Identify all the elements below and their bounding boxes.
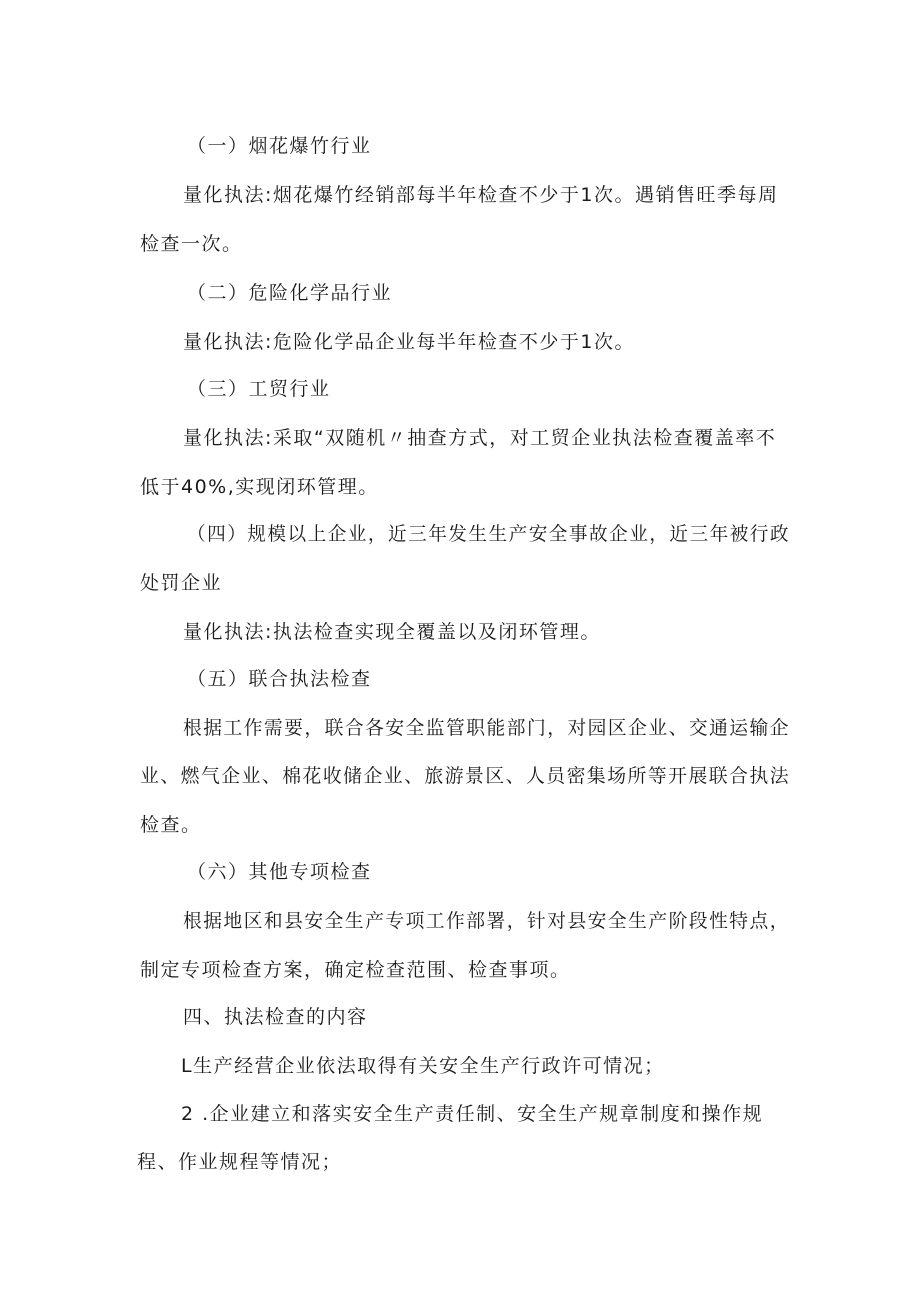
section-heading-fireworks: （一）烟花爆竹行业 [187, 135, 372, 157]
paragraph-line: 量化执法:烟花爆竹经销部每半年检查不少于1次。遇销售旺季每周 [183, 184, 779, 206]
section-heading-large-enterprises: （四）规模以上企业，近三年发生生产安全事故企业，近三年被行政 [187, 523, 791, 545]
paragraph-line: 根据地区和县安全生产专项工作部署，针对县安全生产阶段性特点， [183, 910, 791, 932]
paragraph-line: 低于40%,实现闭环管理。 [140, 476, 379, 498]
paragraph-line: 量化执法:危险化学品企业每半年检查不少于1次。 [183, 331, 635, 353]
section-heading-hazardous-chemicals: （二）危险化学品行业 [187, 282, 393, 304]
list-item-1: L生产经营企业依法取得有关安全生产行政许可情况； [181, 1055, 665, 1077]
section-heading-inspection-content: 四、执法检查的内容 [183, 1006, 368, 1028]
paragraph-line: 量化执法:采取“双随机〃抽查方式，对工贸企业执法检查覆盖率不 [183, 427, 777, 449]
section-heading-special-inspection: （六）其他专项检查 [187, 861, 372, 883]
section-heading-joint-enforcement: （五）联合执法检查 [187, 668, 372, 690]
paragraph-line: 量化执法:执法检查实现全覆盖以及闭环管理。 [183, 621, 601, 643]
list-item-2: 2 .企业建立和落实安全生产责任制、安全生产规章制度和操作规 [181, 1103, 764, 1125]
paragraph-line: 根据工作需要，联合各安全监管职能部门，对园区企业、交通运输企 [183, 717, 791, 739]
paragraph-line: 检查一次。 [140, 233, 243, 255]
section-heading-industry-trade: （三）工贸行业 [187, 378, 331, 400]
paragraph-line: 业、燃气企业、棉花收储企业、旅游景区、人员密集场所等开展联合执法 [140, 765, 791, 787]
list-item-2-continuation: 程、作业规程等情况； [137, 1151, 343, 1173]
paragraph-line: 制定专项检查方案，确定检查范围、检查事项。 [140, 959, 571, 981]
paragraph-line: 处罚企业 [140, 572, 223, 594]
paragraph-line: 检查。 [140, 814, 202, 836]
